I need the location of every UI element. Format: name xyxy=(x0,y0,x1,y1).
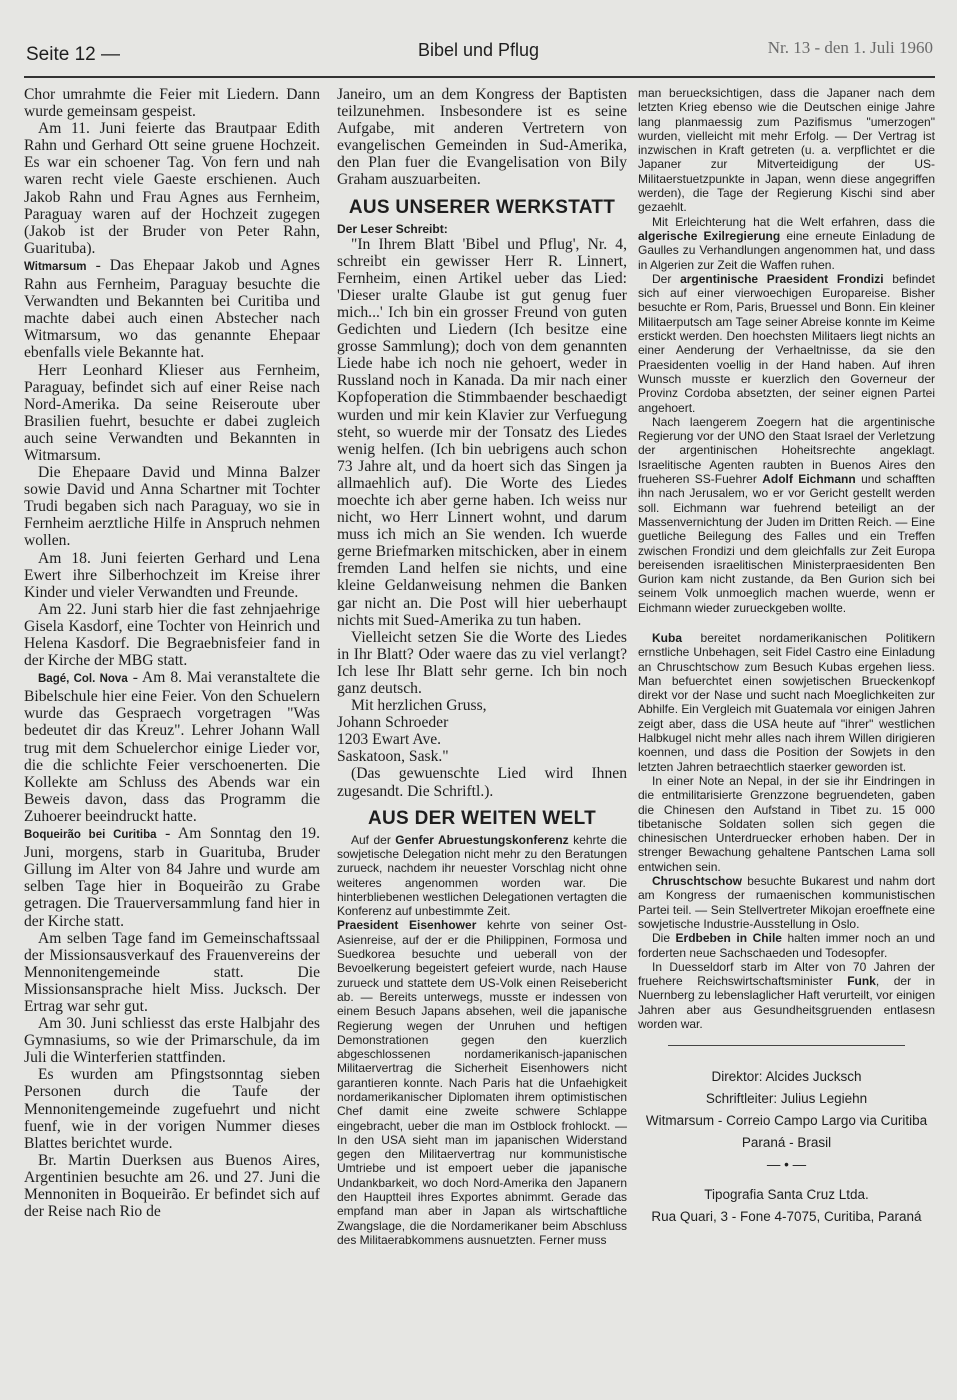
news-item xyxy=(638,960,935,1031)
news-text: bereitet nordamerikanischen Politikern ernstliche Unbehagen, seit Fidel Castro eine Einladung an Chruschtschow zum Besuch Kubas ergehen liess. Man befuerchtet einen sowjetischen Brueckenkopf direkt vor der Nase und sucht nach Moeglichkeiten zur Abhilfe. Ein Vergleich mit Guatemala vor einigen Jahren zeigt aber, dass die USA heute auf "ihrer" westlichen Halbkugel nicht mehr alles nach ihrem Willen dirigieren koennen, und dass die Position der Sowjets in den letzten Jahren betraechtlich staerker geworden ist. xyxy=(638,630,935,774)
news-keyword: Erdbeben in Chile xyxy=(675,931,782,946)
paragraph: Am 22. Juni starb hier die fast zehnjaehrige Gisela Kasdorf, eine Tochter von Heinrich und Helena Kasdorf. Die Begraebnisfeier fand in der Kirche der MBG statt. xyxy=(24,600,320,670)
location-label: Bagé, Col. Nova xyxy=(38,673,128,686)
editor-note: (Das gewuenschte Lied wird Ihnen zugesandt. Die Schriftl.). xyxy=(337,765,627,800)
news-item xyxy=(337,833,627,919)
spacer xyxy=(638,1176,935,1184)
page-number: Seite 12 — xyxy=(26,44,120,65)
paragraph: Herr Leonhard Klieser aus Fernheim, Paraguay, befindet sich auf einer Reise nach Nord-Amerika. Da seine Reiseroute uber Brasilien fuehrt, besuchte er dabei zugleich auch seine Verwandten und Bekannten in Witmarsum. xyxy=(24,361,320,464)
column-3 xyxy=(638,86,935,1228)
address-line: Witmarsum - Correio Campo Largo via Curitiba xyxy=(645,1113,928,1129)
paragraph: Br. Martin Duerksen aus Buenos Aires, Argentinien besuchte am 26. und 27. Juni die Mennoniten in Boqueirão. Er befindet sich auf der Reise nach Rio de xyxy=(24,1151,320,1221)
printer-line: Rua Quari, 3 - Fone 4-7075, Curitiba, Paraná xyxy=(651,1209,922,1225)
paragraph: Am selben Tage fand im Gemeinschaftssaal der Missionsausverkauf des Frauenvereins der Mennonitengemeinde statt. Die Missionsansprache hielt Miss. Jucksch. Der Ertrag war sehr gut. xyxy=(24,929,320,1015)
news-item xyxy=(638,272,935,415)
news-item xyxy=(638,931,935,960)
paragraph-text: - Das Ehepaar Jakob und Agnes Rahn aus Fernheim, Paraguay besuchte die Verwandten und Bekannten bei Curitiba und machte dabei auch einen Abstecher nach Witmarsum, wo das genannte Ehepaar ebenfalls viele Bekannte hat. xyxy=(24,256,320,362)
paragraph: Chor umrahmte die Feier mit Liedern. Dann wurde gemeinsam gespeist. xyxy=(24,86,320,121)
news-text: In Duesseldorf starb im Alter von 70 Jahren der fruehere Reichswirtschaftsminister xyxy=(638,959,935,989)
letter-signature: Johann Schroeder xyxy=(337,714,449,732)
paragraph: Am 11. Juni feierte das Brautpaar Edith Rahn und Gerhard Ott seine gruene Hochzeit. Es war ein schoener Tag. Von fern und nah waren recht viele Gaeste erschienen. Auch Jakob Rahn und Frau Agnes aus Fernheim, Paraguay waren auf der Hochzeit zugegen (Jakob ist der Bruder von Peter Rahn, Guarituba). xyxy=(24,120,320,257)
header-rule xyxy=(24,76,935,78)
news-keyword: algerische Exilregierung xyxy=(638,228,781,243)
paragraph: Es wurden am Pfingstsonntag sieben Personen durch die Taufe der Mennonitengemeinde zugefuehrt und nicht fuenf, wie in der vorigen Nummer dieses Blattes berichtet wurde. xyxy=(24,1066,320,1152)
divider-rule xyxy=(668,1045,905,1046)
news-item xyxy=(638,874,935,931)
paragraph xyxy=(24,825,320,930)
news-keyword: Genfer Abruestungskonferenz xyxy=(395,832,569,847)
news-keyword: Chruschtschow xyxy=(652,874,743,889)
paragraph: Die Ehepaare David und Minna Balzer sowie David und Anna Schartner mit Tochter Trudi begaben sich nach Paraguay, wo sie in Fernheim aerztliche Hilfe in Anspruch nehmen wollen. xyxy=(24,464,320,550)
news-text: Die xyxy=(652,931,676,946)
news-text: Der xyxy=(652,271,681,286)
paragraph xyxy=(24,669,320,825)
news-text: Mit Erleichterung hat die Welt erfahren, dass die xyxy=(652,214,935,229)
editor-line: Schriftleiter: Julius Legiehn xyxy=(705,1091,868,1107)
news-text: Nach laengerem Zoegern hat die argentinische Regierung vor der UNO den Staat Israel der Verletzung der argentinischen Hoheitsrechte angeklagt. Israelitische Agenten raubten in Buenos Aires den frueheren SS-Fuehrer xyxy=(638,414,935,487)
news-keyword: argentinische Praesident Frondizi xyxy=(680,271,884,286)
news-item xyxy=(337,918,627,1247)
page-header xyxy=(0,0,957,80)
news-item: man beruecksichtigen, dass die Japaner nach dem letzten Krieg ebenso wie die Deutschen einige Jahre lang planmaessig zum Pazifismus "umerzogen" wurden, vielleicht mit mehr Erfolg. — Der Vertrag ist inzwischen in Kraft getreten (u. a. verpflichtet er die Japaner zur Mitverteidigung der US-Militaerstuetzpunkte in Japan, wenn diese angegriffen werden), die Tage der Regierung Kischi sind aber gezaehlt. xyxy=(638,86,935,215)
address-line: Paraná - Brasil xyxy=(741,1135,832,1151)
section-heading: AUS UNSERER WERKSTATT xyxy=(348,196,616,218)
paragraph: Am 18. Juni feierten Gerhard und Lena Ewert ihre Silberhochzeit im Kreise ihrer Kinder und vieler Verwandten und Freunde. xyxy=(24,549,320,601)
letter-greeting: Mit herzlichen Gruss, xyxy=(351,697,487,715)
news-text: kehrte die sowjetische Delegation nicht mehr zu den Beratungen zurueck, nachdem ihr neuester Vorschlag nicht ohne weiteres angenommen worden war. Die hinterbliebenen westlichen Delegationen vertagten die Konferenz auf unbestimmte Zeit. xyxy=(337,832,627,919)
issue-date: Nr. 13 - den 1. Juli 1960 xyxy=(767,38,933,57)
journal-title: Bibel und Pflug xyxy=(417,40,540,60)
news-text: Auf der xyxy=(351,832,396,847)
news-text: kehrte von seiner Ost-Asienreise, auf der er die Philippinen, Formosa und Suedkorea besuchte und ueberall von der Bevoelkerung begeistert gefeiert wurde, nach Hause zurueck und stattete dem US-Volk einen Reisebericht ab. — Bereits unterwegs, musste er indessen von einem Besuch Japans absehen, weil die japanische Regierung wegen der Unruhen und heftigen Demonstrationen gegen den kuerzlich abgeschlossenen nordamerikanisch-japanischen Militaervertrag die Sicherheit Eisenhowers nicht garantieren konnte. Nach Paris hat die Unfaehigkeit nordamerikanischer Diplomaten ihrem optimistischen Chef damit eine zweite schwere Schlappe eingebracht, ueber die man im Ostblock frohlockt. — In den USA sieht man im japanischen Widerstand gegen den Militaervertrag nur kommunistische Umtriebe und ist empoert ueber die japanische Undankbarkeit, wo doch Nord-Amerika den Japanern den Hauptteil ihres Exportes abnimmt. Gerade das empfand man aber in Japan als wirtschaftliche Zwangslage, die die Nordamerikaner beim Abschluss des Militaerabkommens ausnuetzten. Ferner muss xyxy=(337,918,627,1247)
paragraph-text: - Am Sonntag den 19. Juni, morgens, starb in Guarituba, Bruder Gillung im Alter von 84 Jahre und wurde am selben Tage hier in Boqueirão zu Grabe getragen. Die Trauerversammlung fand hier in der Kirche statt. xyxy=(24,825,320,930)
news-keyword: Adolf Eichmann xyxy=(762,472,856,487)
news-item xyxy=(638,631,935,774)
news-text: , der in Nuernberg zu lebenslaglicher Haft verurteilt, vor einigen Jahren aber aus Gesundheitsgruenden entlasesn worden war. xyxy=(638,974,935,1031)
news-text: halten immer noch an und forderten neue Sachschaeden und Todesopfer. xyxy=(638,931,936,960)
section-subheading: Der Leser Schreibt: xyxy=(337,221,448,236)
printer-line: Tipografia Santa Cruz Ltda. xyxy=(704,1187,869,1203)
director-line: Direktor: Alcides Jucksch xyxy=(711,1069,862,1085)
location-label: Boqueirão bei Curitiba xyxy=(24,829,157,842)
divider-ornament: — • — xyxy=(766,1157,807,1173)
news-keyword: Kuba xyxy=(652,630,682,645)
section-heading: AUS DER WEITEN WELT xyxy=(367,807,597,829)
news-text: besuchte Bukarest und nahm dort am Kongress der rumaenischen kommunistischen Partei teil. — Sein Stellvertreter Mikojan eroeffnete eine sowjetische Industrie-Ausstellung in Oslo. xyxy=(638,874,935,931)
news-item xyxy=(638,415,935,615)
news-keyword: Funk xyxy=(847,974,876,989)
letter-address: 1203 Ewart Ave. xyxy=(337,731,442,749)
column-1 xyxy=(24,86,320,1220)
news-text: befindet sich auf einer vierwoechigen Europareise. Bisher besuchte er Rom, Paris, Bruessel und Bonn. Ein kleiner Militaerputsch am Tage seiner Abreise konnte im Keime erstickt werden. Den hoechsten Militaers liegt nichts an einer Aenderung der Verhaeltnisse, da sie den Praesidenten voellig in der Hand haben. Auf ihren Wunsch musste er kuerzlich den Governeur der Provinz Cordoba absetzten, der seiner eignen Partei angehoert. xyxy=(638,271,935,415)
imprint xyxy=(638,1066,935,1228)
paragraph xyxy=(24,257,320,362)
news-item xyxy=(638,215,935,272)
news-item: In einer Note an Nepal, in der sie ihr Eindringen in die entmilitarisierte Grenzzone begruendeten, gaben die Chinesen den Aufstand in Tibet zu. 15 000 tibetanische Soldaten sollen sich gegen die chinesischen Unterdruecker erhoben haben. Der in strenger Bewachung gehaltene Pantschen Lama soll entwichen sein. xyxy=(638,773,935,874)
location-label: Witmarsum xyxy=(24,260,87,273)
paragraph: Janeiro, um an dem Kongress der Baptisten teilzunehmen. Insbesondere ist es seine Aufgabe, mit anderen Vertretern von evangelischen Gemeinden in Sud-Amerika, den Plan fuer die Evangelisation von Bily Graham auszuarbeiten. xyxy=(337,86,627,189)
news-keyword: Praesident Eisenhower xyxy=(337,918,477,933)
letter-body: Vielleicht setzen Sie die Worte des Liedes in Ihr Blatt? Oder waere das zu viel verlangt? Ich lese Ihr Blatt sehr gerne. Ich bin noch ganz deutsch. xyxy=(337,628,627,697)
news-text: eine erneute Einladung de Gaulles zu Verhandlungen angenommen hat, und dass in Algerien zur Zeit die Waffen ruhen. xyxy=(638,228,936,272)
paragraph-text: - Am 8. Mai veranstaltete die Bibelschule hier eine Feier. Von den Schuelern wurde das Gespraech vorgetragen "Was bedeutet dir das Kreuz". Lehrer Johann Wall trug mit dem Schuelerchor einige Lieder vor, die die schlichte Feier verschoenerten. Die Kollekte am Schluss des Abends war ein Beweis davon, dass das Programm die Zuhoerer beeindruckt hatte. xyxy=(24,669,320,825)
letter-body: "In Ihrem Blatt 'Bibel und Pflug', Nr. 4, schreibt ein gewisser Herr R. Linnert, Fernheim, einen Artikel ueber das Lied: 'Dieser uralte Glaube ist gut genug fuer mich...' Ich bin ein grosser Freund von guten Gedichten und Liedern (Ich besitze eine grosse Sammlung); doch von dem genannten Liede habe ich noch nie gehoert, weder in Russland noch in Kanada. Da mir nach einer Kopfoperation die Stimmbaender beschaedigt wurden und mir kein Klavier zur Verfuegung steht, so wuerde mir der Tonsatz des Liedes wenig helfen. (Ich bin uebrigens auch schon 73 Jahre alt, und da hoert sich das Singen ja allmaehlich auf). Die Worte des Liedes moechte ich aber gerne haben. Ich weiss nur nicht, wo Herr Linnert wohnt, und darum muss ich mich an Sie wenden. Ich wuerde gerne Briefmarken mitschicken, aber in einem fremden Land helfen sie nichts, und eine kleine Geldanweisung nehmen die Banken gar nicht an. Die Post will hier ueberhaupt nichts mit Sued-Amerika zu tun haben. xyxy=(337,235,627,629)
column-2 xyxy=(337,86,627,1247)
paragraph: Am 30. Juni schliesst das erste Halbjahr des Gymnasiums, so wie der Primarschule, da im Juli die Winterferien stattfinden. xyxy=(24,1015,320,1067)
letter-city: Saskatoon, Sask." xyxy=(337,748,449,766)
spacer xyxy=(638,615,935,631)
news-text: und schafften ihn nach Jerusalem, wo er vor Gericht gestellt werden soll. Eichmann war fuehrend beteiligt an der Massenvernichtung der Juden im Dritten Reich. — Eine guetliche Beilegung des Falles und ein Treffen zwischen Frondizi und dem gleichfalls zur Zeit Europa bereisenden israelitischen Ministerpraesidenten Ben Gurion kam nicht zustande, da Ben Gurion sich bei seinem Volk unmoeglich machen wuerde, wenn er Eichmann wieder zurueckgeben wollte. xyxy=(638,472,935,615)
